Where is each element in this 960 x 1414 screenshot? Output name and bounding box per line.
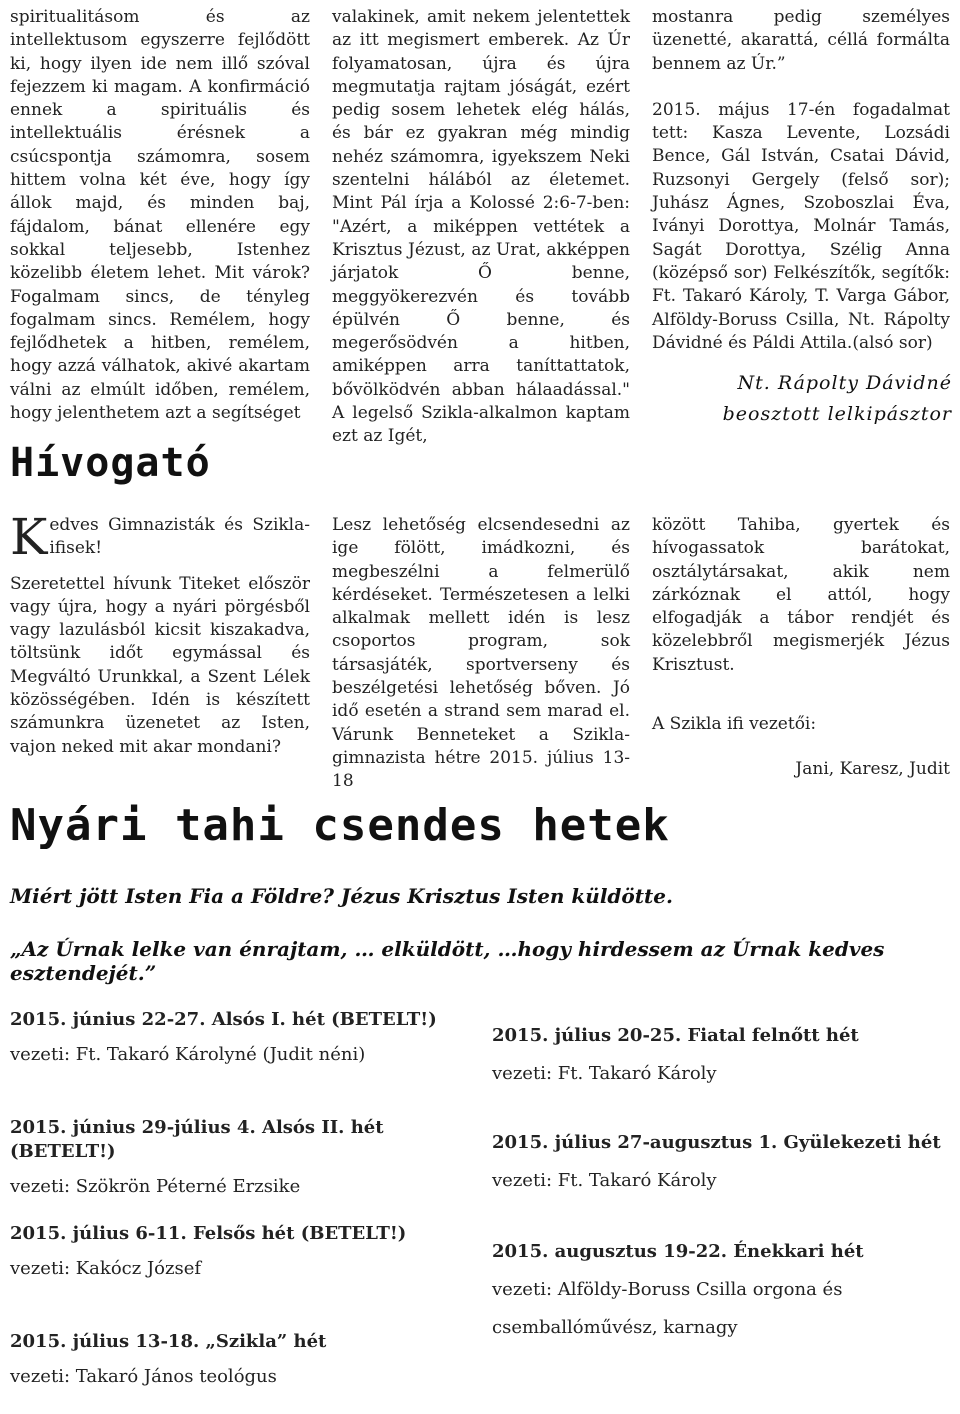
article-col-3-text: mostanra pedig személyes üzenetté, akarattá, céllá formálta bennem az Úr.” bbox=[652, 7, 950, 74]
hivogato-col-2-text: Lesz lehetőség elcsendesedni az ige fölött, imádkozni, és megbeszélni a felmerülő kérdéseket. Természetesen a lelki alkalmak mellett idén is lesz csoportos program, sok társasjáték, sportverseny és beszélgetési lehetőség bőven. Jó idő esetén a strand sem marad el. Várunk Benneteket a Szikla-gimnazista hétre 2015. július 13-18 bbox=[332, 515, 630, 792]
nyari-heading: Nyári tahi csendes hetek bbox=[10, 800, 670, 851]
article-col-1 bbox=[10, 6, 310, 425]
camp-title: 2015. július 13-18. „Szikla” hét bbox=[10, 1331, 327, 1352]
camp-title: 2015. július 27-augusztus 1. Gyülekezeti hét bbox=[492, 1132, 941, 1153]
camp-leader: vezeti: Ft. Takaró Károly bbox=[492, 1170, 717, 1191]
camp-item bbox=[10, 1008, 470, 1067]
hivogato-heading: Hívogató bbox=[10, 440, 211, 486]
camp-title: 2015. június 29-július 4. Alsós II. hét (BETELT!) bbox=[10, 1117, 384, 1162]
article-col-1-text: spiritualitásom és az intellektusom egyszerre fejlődött ki, hogy ilyen ide nem illő szóval fejezzem ki magam. A konfirmáció ennek a spirituális és intellektuális érésnek a csúcspontja számomra, sosem hittem volna két éve, hogy így állok majd, és minden baj, fájdalom, bánat ellenére egy sokkal teljesebb, Istenhez közelibb életem lehet. Mit várok? Fogalmam sincs, de tényleg fogalmam sincs. Remélem, hogy fejlődhetek a hitben, remélem, hogy azzá válhatok, akivé akartam válni az elmúlt időben, remélem, hogy jelenthetem azt a segítséget bbox=[10, 7, 310, 424]
article-col-2 bbox=[332, 6, 630, 449]
camp-title: 2015. július 20-25. Fiatal felnőtt hét bbox=[492, 1025, 859, 1046]
hivogato-col-3-text: között Tahiba, gyertek és hívogassatok barátokat, osztálytársakat, akik nem zárkóznak el attól, hogy elfogadják a tábor rendjét és közelebbről megismerjék Jézus Krisztust. bbox=[652, 515, 950, 675]
hivogato-col-2 bbox=[332, 514, 630, 794]
nyari-quote: „Az Úrnak lelke van énrajtam, … elküldött, …hogy hirdessem az Úrnak kedves esztendejét.” bbox=[10, 937, 885, 985]
signature-name: Nt. Rápolty Dávidné bbox=[737, 372, 952, 394]
salutation-text: edves Gimnazisták és Szikla-ifisek! bbox=[49, 515, 310, 559]
confirmation-text: 2015. május 17-én fogadalmat tett: Kasza Levente, Lozsádi Bence, Gál István, Csatai Dávid, Ruzsonyi Gergely (felső sor); Juhász Ágnes, Szoboszlai Éva, Iványi Dorottya, Molnár Tamás, Sagát Dorottya, Szélig Anna (középső sor) Felkészítők, segítők: Ft. Takaró Károly, T. Varga Gábor, Alföldy-Boruss Csilla, Nt. Rápolty Dávidné és Páldi Attila.(alsó sor) bbox=[652, 99, 950, 353]
camp-title: 2015. június 22-27. Alsós I. hét (BETELT!) bbox=[10, 1009, 437, 1030]
leaders-label: A Szikla ifi vezetői: bbox=[652, 714, 817, 735]
camp-leader: vezeti: Ft. Takaró Károly bbox=[492, 1063, 717, 1084]
drop-cap: K bbox=[10, 508, 48, 566]
camp-item bbox=[492, 1131, 952, 1193]
salutation bbox=[10, 508, 310, 566]
camp-leader: vezeti: Takaró János teológus bbox=[10, 1366, 277, 1387]
camp-leader: vezeti: Kakócz József bbox=[10, 1258, 202, 1279]
camp-leader: vezeti: Alföldy-Boruss Csilla orgona és bbox=[492, 1279, 843, 1300]
nyari-question: Miért jött Isten Fia a Földre? Jézus Krisztus Isten küldötte. bbox=[10, 884, 673, 908]
camp-title: 2015. július 6-11. Felsős hét (BETELT!) bbox=[10, 1223, 407, 1244]
leaders-names: Jani, Karesz, Judit bbox=[795, 759, 950, 780]
signature-role: beosztott lelkipásztor bbox=[722, 403, 952, 425]
hivogato-col-1-text: Szeretettel hívunk Titeket először vagy újra, hogy a nyári pörgésből vagy lazulásból kicsit kiszakadva, töltsünk időt egymással és Megváltó Urunkkal, a Szent Lélek közösségében. Idén is készített számunkra üzenetet az Isten, vajon neked mit akar mondani? bbox=[10, 573, 310, 757]
hivogato-col-1 bbox=[10, 508, 310, 759]
camp-leader: vezeti: Ft. Takaró Károlyné (Judit néni) bbox=[10, 1044, 366, 1065]
article-col-3 bbox=[652, 6, 950, 355]
camp-item bbox=[10, 1222, 470, 1281]
hivogato-col-3 bbox=[652, 514, 950, 782]
camp-item bbox=[10, 1330, 470, 1389]
camp-item bbox=[492, 1240, 952, 1340]
article-col-2-text: valakinek, amit nekem jelentettek az itt megismert emberek. Az Úr folyamatosan, újra és újra megmutatja rajtam jóságát, ezért pedig sosem lehetek elég hálás, és bár ez gyakran még mindig nehéz számomra, igyekszem Neki szentelni hálából az életemet. Mint Pál írja a Kolossé 2:6-7-ben: "Azért, a miképpen vettétek a Krisztus Jézust, az Urat, akképpen járjatok Ő benne, meggyökerezvén és tovább épülvén Ő benne, és megerősödvén a hitben, amiképpen arra taníttattatok, bővölködvén abban hálaadással." A legelső Szikla-alkalmon kaptam ezt az Igét, bbox=[332, 7, 630, 447]
camp-leader-cont: csemballóművész, karnagy bbox=[492, 1317, 738, 1338]
camp-leader: vezeti: Szökrön Péterné Erzsike bbox=[10, 1176, 301, 1197]
camp-item bbox=[10, 1116, 470, 1199]
camp-item bbox=[492, 1024, 952, 1086]
camp-title: 2015. augusztus 19-22. Énekkari hét bbox=[492, 1241, 864, 1262]
